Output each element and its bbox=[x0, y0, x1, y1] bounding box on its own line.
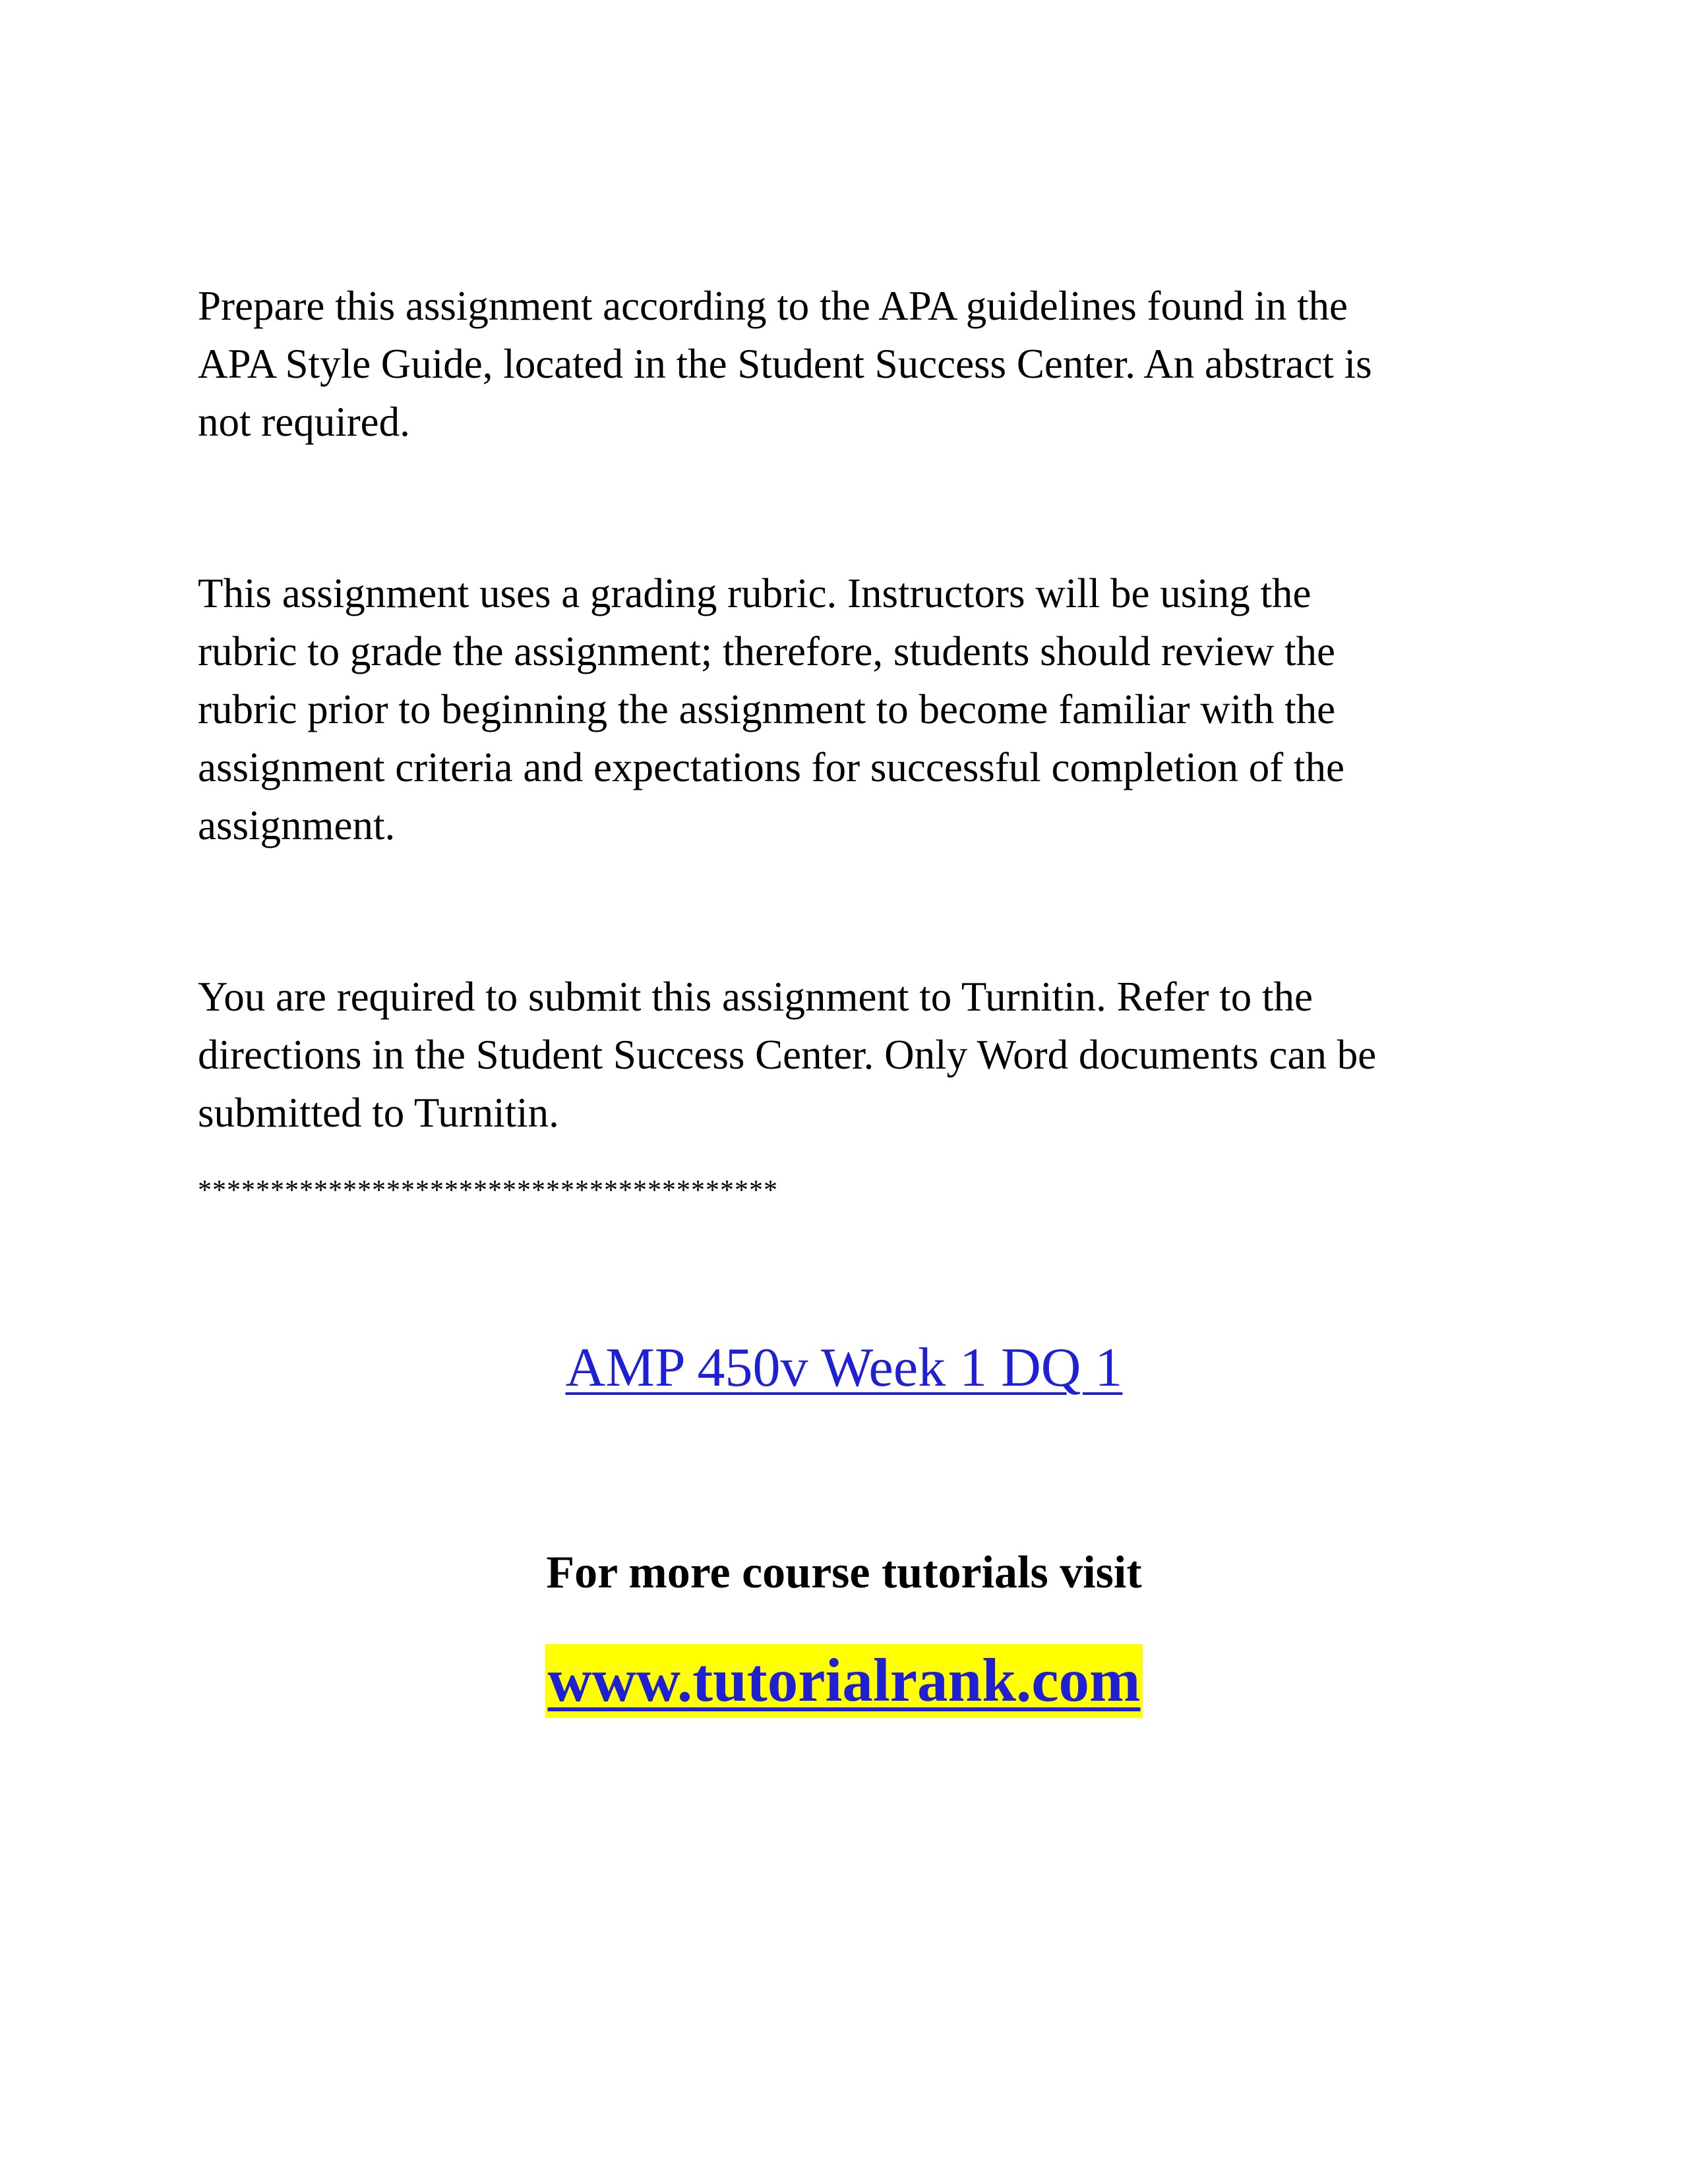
website-link[interactable]: www.tutorialrank.com bbox=[545, 1644, 1143, 1718]
turnitin-paragraph: You are required to submit this assignment to Turnitin. Refer to the directions in the Student Success Center. Only Word documents can be submitted to Turnitin. bbox=[198, 974, 1377, 1136]
site-link-container bbox=[0, 1644, 1688, 1718]
grading-rubric-paragraph: This assignment uses a grading rubric. Instructors will be using the rubric to grade the assignment; therefore, students should review the rubric prior to beginning the assignment to become familiar with the assignment criteria and expectations for successful completion of the assignment. bbox=[198, 570, 1344, 848]
apa-guidelines-paragraph: Prepare this assignment according to the APA guidelines found in the APA Style Guide, located in the Student Success Center. An abstract is not required. bbox=[198, 283, 1372, 445]
asterisk-separator: **************************************** bbox=[198, 1175, 778, 1206]
dq-title-link[interactable]: AMP 450v Week 1 DQ 1 bbox=[565, 1337, 1123, 1398]
promo-text: For more course tutorials visit bbox=[546, 1547, 1142, 1598]
